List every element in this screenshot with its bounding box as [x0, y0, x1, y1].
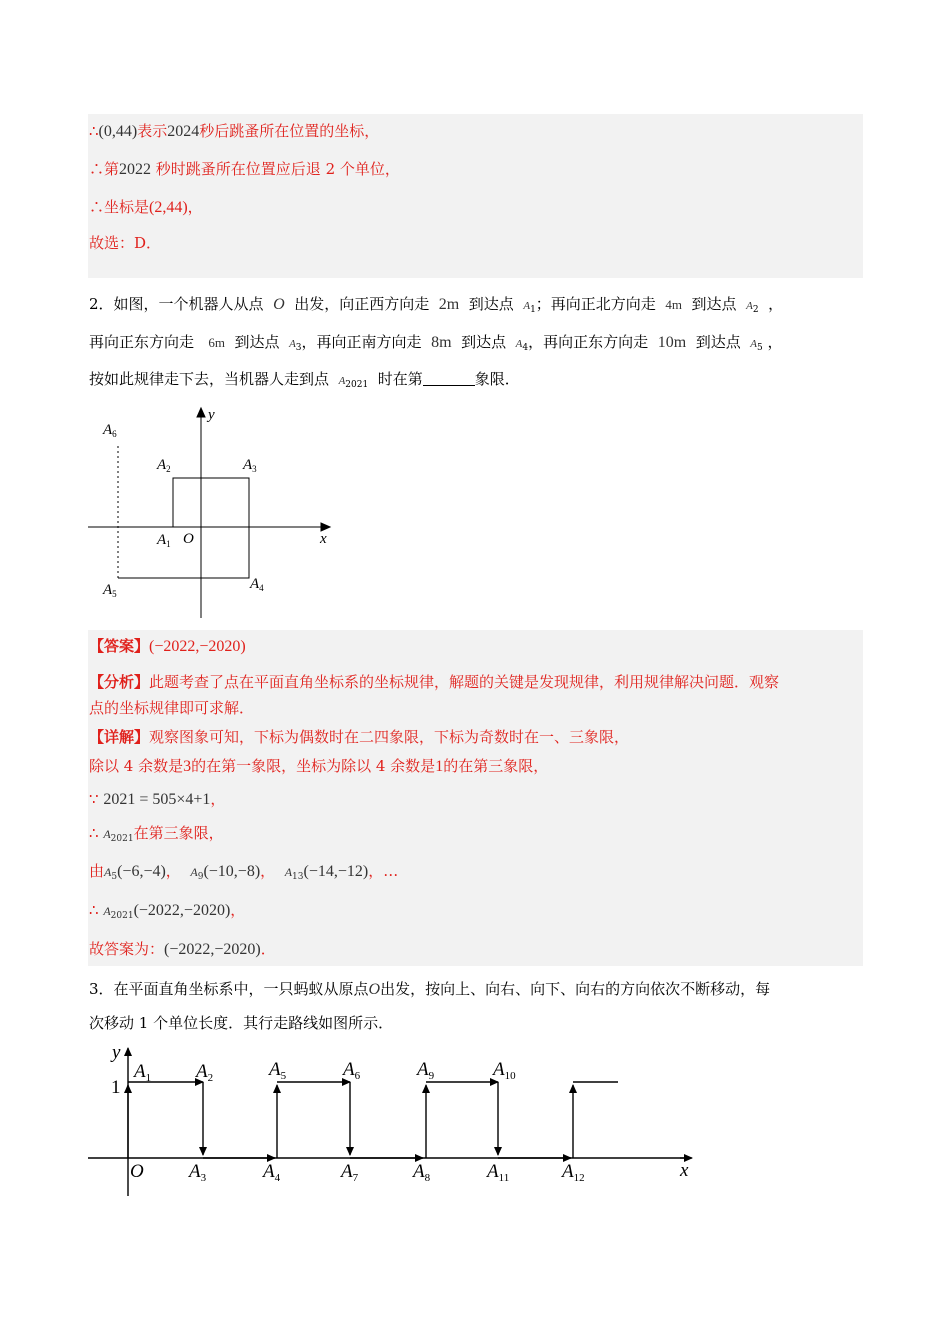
fig1-A3: $A_3$ — [243, 457, 257, 474]
detail-line-6: ∴ $A_{2021}(-2022,-2020)$， — [89, 901, 246, 921]
q2-line-2: 再向正东方向走 6m 到达点 $A_3$，再向正南方向走 8m 到达点 $A_4$，再向正东方向走 10m 到达点 $A_5$ ， — [89, 333, 783, 353]
fig2-A2: $A_2$ — [196, 1061, 214, 1084]
box1-line-4: 故选：D． — [89, 234, 162, 252]
fig1-A2: $A_2$ — [157, 457, 171, 474]
box1-line-1: ∴(0,44)表示2024秒后跳蚤所在位置的坐标， — [89, 122, 380, 140]
fig2-A4: $A_4$ — [263, 1161, 281, 1184]
detail-line-1: 【详解】观察图象可知，下标为偶数时在二四象限，下标为奇数时在一、三象限， — [89, 728, 630, 746]
fig2-A1: $A_1$ — [134, 1061, 152, 1084]
q3-line-2: 次移动 1 个单位长度．其行走路线如图所示． — [89, 1014, 394, 1032]
detail-line-3: ∵ 2021 = 505×4+1， — [89, 790, 226, 808]
fig2-x-label: x — [680, 1160, 689, 1181]
fig2-tick-1: 1 — [111, 1077, 121, 1098]
detail-line-7: 故答案为：(−2022,−2020)． — [89, 940, 276, 958]
q2-line-3: 按如此规律走下去，当机器人走到点 $A_{2021}$ 时在第 象限． — [89, 370, 520, 390]
fig2-origin-label: O — [130, 1161, 144, 1182]
fig2-A9: $A_9$ — [417, 1059, 435, 1082]
q2-line-1: 2．如图，一个机器人从点 O 出发，向正西方向走 2m 到达点 $A_1$；再向正北方向走 4m 到达点 $A_2$ ， — [89, 295, 784, 315]
fig2-A3: $A_3$ — [189, 1161, 207, 1184]
fig2-A8: $A_8$ — [413, 1161, 431, 1184]
detail-line-5: 由$A_5(-6,-4)$， $A_9(-10,-8)$， $A_{13}(-14,-12)$，… — [89, 862, 399, 882]
fig1-y-label: y — [208, 407, 215, 423]
answer-line: 【答案】(−2022,−2020) — [89, 637, 246, 655]
fig1-origin-label: O — [183, 531, 194, 547]
fig2-A6: $A_6$ — [343, 1059, 361, 1082]
fig1-A5: $A_5$ — [103, 582, 117, 599]
fig2-A11: $A_{11}$ — [487, 1161, 510, 1184]
fig1-x-label: x — [320, 531, 327, 547]
fig2-A7: $A_7$ — [341, 1161, 359, 1184]
detail-line-4: ∴ $A_{2021}$在第三象限， — [89, 824, 224, 844]
fig1-A6: $A_6$ — [103, 422, 117, 439]
box1-line-3: ∴坐标是(2,44)， — [89, 198, 203, 216]
fig1-A1: $A_1$ — [157, 532, 171, 549]
analysis-line-1: 【分析】此题考查了点在平面直角坐标系的坐标规律，解题的关键是发现规律，利用规律解决问题．观察 — [89, 673, 780, 691]
box1-line-2: ∴第2022 秒时跳蚤所在位置应后退 2 个单位， — [89, 160, 400, 178]
fig2-y-label: y — [112, 1042, 121, 1063]
fig2-A5: $A_5$ — [269, 1059, 287, 1082]
fig2-A10: $A_{10}$ — [493, 1059, 516, 1082]
analysis-line-2: 点的坐标规律即可求解． — [89, 699, 255, 717]
fig1-A4: $A_4$ — [250, 576, 264, 593]
detail-line-2: 除以 4 余数是3的在第一象限，坐标为除以 4 余数是1的在第三象限， — [89, 757, 549, 775]
q3-line-1: 3．在平面直角坐标系中，一只蚂蚁从原点O出发，按向上、向右、向下、向右的方向依次不断移动，每 — [89, 980, 771, 998]
fig2-A12: $A_{12}$ — [562, 1161, 585, 1184]
